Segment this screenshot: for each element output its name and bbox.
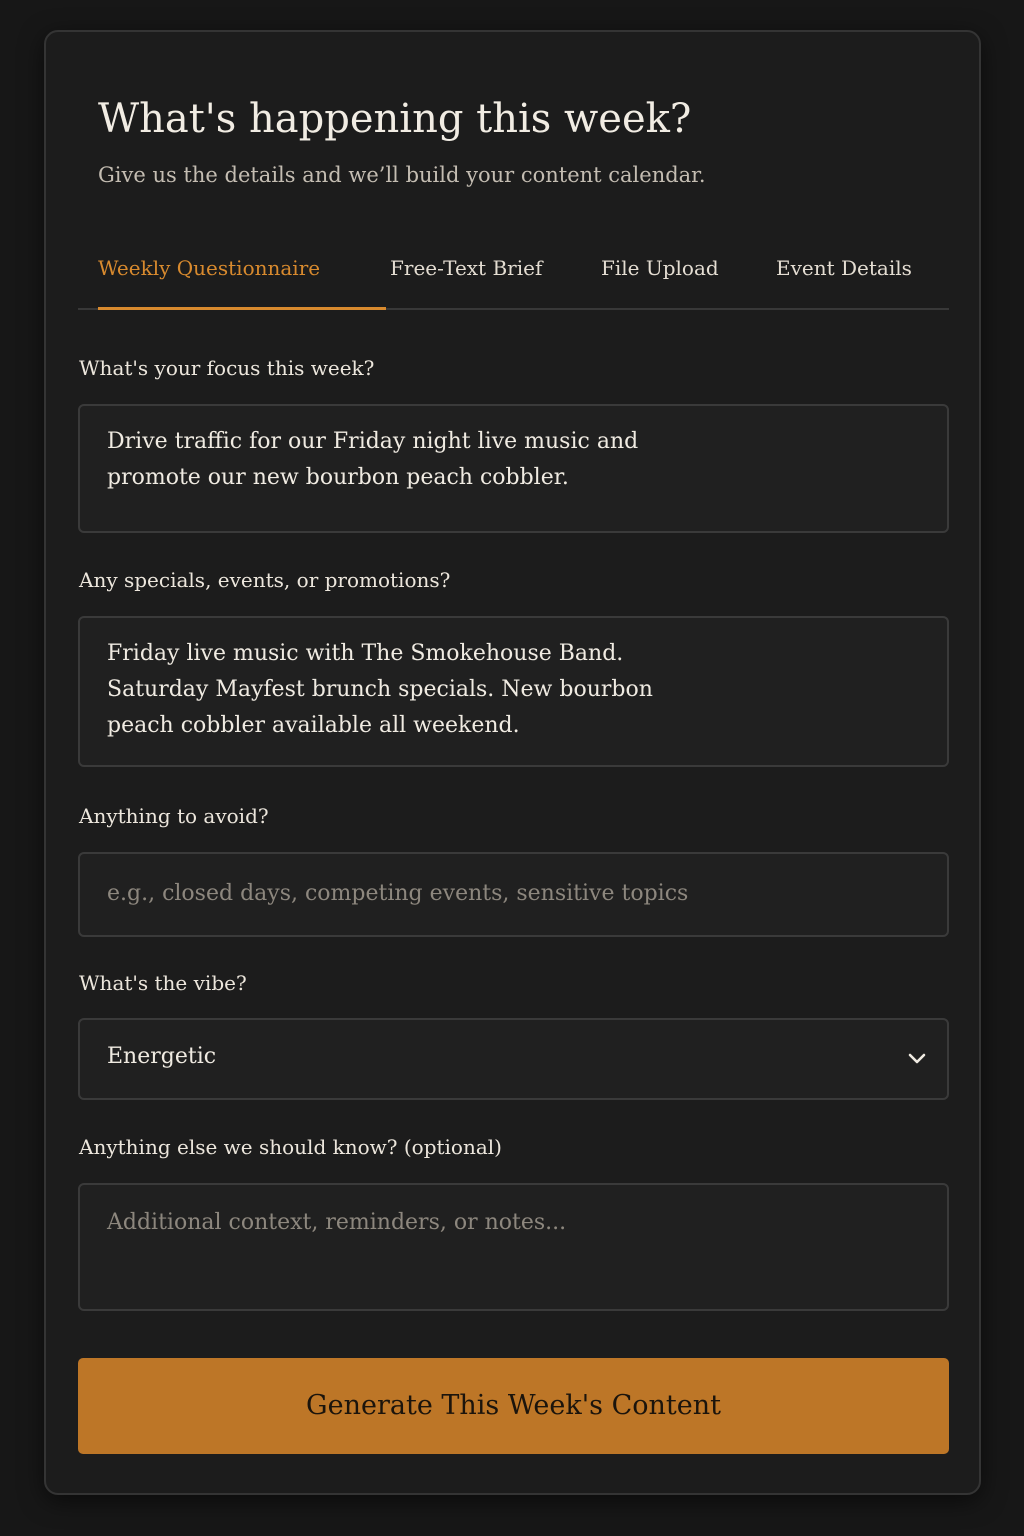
tab-bar	[78, 254, 949, 310]
vibe-selected-value: Energetic	[107, 1044, 217, 1069]
notes-textarea[interactable]	[78, 1183, 949, 1311]
content-brief-card	[44, 30, 981, 1495]
focus-textarea[interactable]	[78, 404, 949, 533]
tab-weekly-questionnaire[interactable]: Weekly Questionnaire	[98, 254, 386, 310]
tab-free-text-brief[interactable]: Free-Text Brief	[390, 256, 543, 280]
tab-file-upload[interactable]: File Upload	[601, 256, 719, 280]
vibe-label: What's the vibe?	[79, 971, 247, 995]
page-title: What's happening this week?	[98, 96, 692, 142]
notes-label: Anything else we should know? (optional)	[79, 1135, 502, 1159]
specials-value: Friday live music with The Smokehouse Band. Saturday Mayfest brunch specials. New bourbon peach cobbler available all weekend.	[107, 641, 653, 738]
tab-event-details[interactable]: Event Details	[776, 256, 912, 280]
specials-textarea[interactable]	[78, 616, 949, 767]
chevron-down-icon	[905, 1046, 929, 1070]
page-subtitle: Give us the details and we’ll build your content calendar.	[98, 163, 706, 187]
avoid-input[interactable]	[78, 852, 949, 937]
generate-content-button[interactable]: Generate This Week's Content	[78, 1358, 949, 1454]
focus-value: Drive traffic for our Friday night live music and promote our new bourbon peach cobbler.	[107, 429, 639, 490]
focus-label: What's your focus this week?	[79, 356, 375, 380]
avoid-placeholder: e.g., closed days, competing events, sensitive topics	[107, 881, 689, 906]
avoid-label: Anything to avoid?	[79, 804, 269, 828]
vibe-select[interactable]	[78, 1018, 949, 1100]
notes-placeholder: Additional context, reminders, or notes...	[107, 1210, 567, 1235]
specials-label: Any specials, events, or promotions?	[79, 568, 451, 592]
